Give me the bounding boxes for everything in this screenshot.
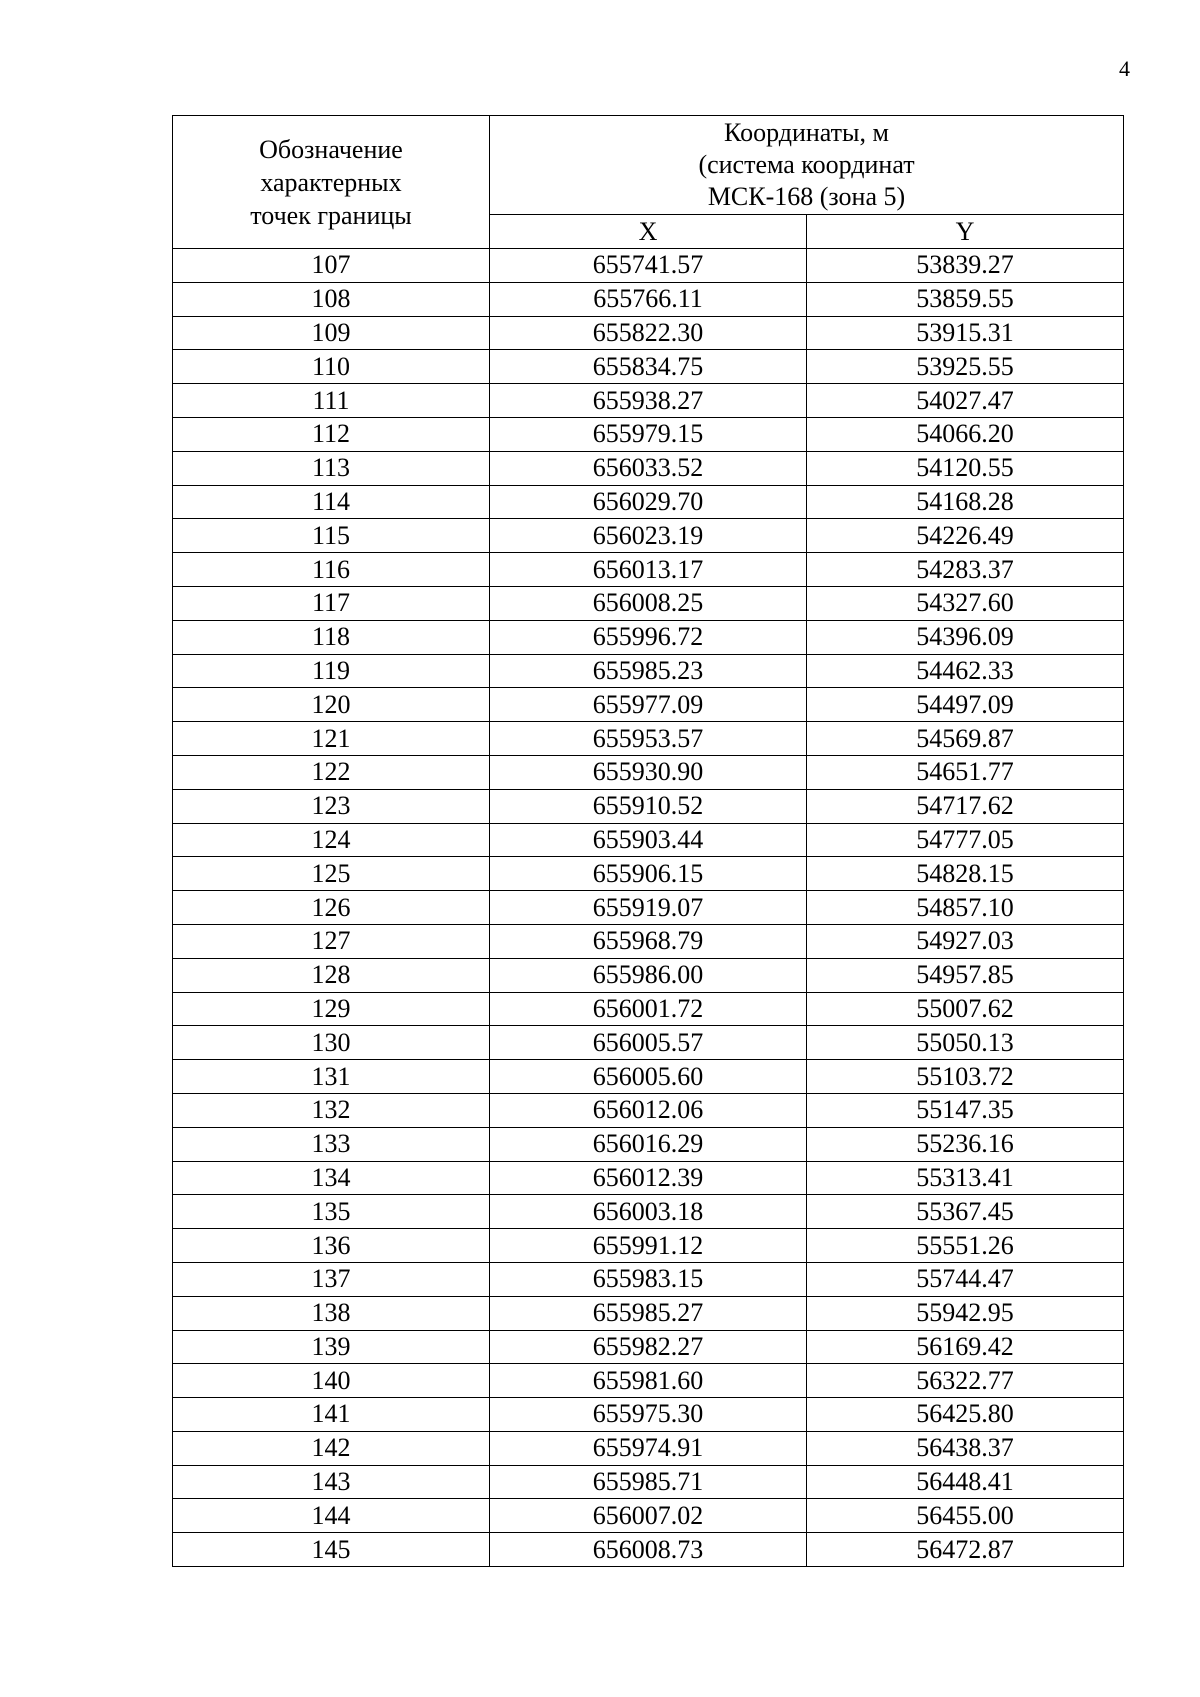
x-coordinate-cell: 655903.44 — [490, 823, 807, 857]
x-coordinate-cell: 655938.27 — [490, 384, 807, 418]
x-coordinate-cell: 656012.39 — [490, 1161, 807, 1195]
point-cell: 142 — [173, 1431, 490, 1465]
y-coordinate-cell: 55007.62 — [807, 992, 1124, 1026]
x-column-header: X — [490, 214, 807, 248]
table-row — [173, 519, 1124, 553]
x-coordinate-cell: 655766.11 — [490, 282, 807, 316]
y-coordinate-cell: 53915.31 — [807, 316, 1124, 350]
point-cell: 135 — [173, 1195, 490, 1229]
designation-header-line: характерных — [260, 167, 402, 197]
y-coordinate-cell: 55313.41 — [807, 1161, 1124, 1195]
table-row — [173, 553, 1124, 587]
point-cell: 120 — [173, 688, 490, 722]
point-cell: 115 — [173, 519, 490, 553]
designation-header — [173, 116, 490, 249]
x-coordinate-cell: 656008.25 — [490, 586, 807, 620]
y-coordinate-cell: 53859.55 — [807, 282, 1124, 316]
y-coordinate-cell: 54168.28 — [807, 485, 1124, 519]
y-coordinate-cell: 54927.03 — [807, 924, 1124, 958]
x-coordinate-cell: 656003.18 — [490, 1195, 807, 1229]
y-coordinate-cell: 53839.27 — [807, 249, 1124, 283]
table-row — [173, 1465, 1124, 1499]
coordinates-header — [490, 116, 1124, 215]
y-coordinate-cell: 54569.87 — [807, 722, 1124, 756]
point-cell: 108 — [173, 282, 490, 316]
x-coordinate-cell: 655968.79 — [490, 924, 807, 958]
table-row — [173, 282, 1124, 316]
x-coordinate-cell: 656029.70 — [490, 485, 807, 519]
table-row — [173, 1398, 1124, 1432]
table-row — [173, 755, 1124, 789]
y-coordinate-cell: 53925.55 — [807, 350, 1124, 384]
x-coordinate-cell: 655996.72 — [490, 620, 807, 654]
y-coordinate-cell: 54777.05 — [807, 823, 1124, 857]
point-cell: 126 — [173, 891, 490, 925]
point-cell: 118 — [173, 620, 490, 654]
point-cell: 138 — [173, 1296, 490, 1330]
y-coordinate-cell: 56438.37 — [807, 1431, 1124, 1465]
x-coordinate-cell: 656007.02 — [490, 1499, 807, 1533]
y-coordinate-cell: 54120.55 — [807, 451, 1124, 485]
table-body — [173, 249, 1124, 1567]
x-coordinate-cell: 656012.06 — [490, 1093, 807, 1127]
point-cell: 110 — [173, 350, 490, 384]
x-coordinate-cell: 655974.91 — [490, 1431, 807, 1465]
x-coordinate-cell: 655975.30 — [490, 1398, 807, 1432]
point-cell: 107 — [173, 249, 490, 283]
point-cell: 112 — [173, 417, 490, 451]
y-coordinate-cell: 54066.20 — [807, 417, 1124, 451]
x-coordinate-cell: 656033.52 — [490, 451, 807, 485]
coordinates-header-line: МСК-168 (зона 5) — [707, 181, 906, 211]
point-cell: 124 — [173, 823, 490, 857]
point-cell: 117 — [173, 586, 490, 620]
y-coordinate-cell: 54957.85 — [807, 958, 1124, 992]
y-coordinate-cell: 54651.77 — [807, 755, 1124, 789]
y-coordinate-cell: 54857.10 — [807, 891, 1124, 925]
table-row — [173, 384, 1124, 418]
x-coordinate-cell: 655983.15 — [490, 1262, 807, 1296]
x-coordinate-cell: 655991.12 — [490, 1229, 807, 1263]
table-row — [173, 1296, 1124, 1330]
point-cell: 131 — [173, 1060, 490, 1094]
table-row — [173, 1026, 1124, 1060]
table-row — [173, 1431, 1124, 1465]
table-row — [173, 992, 1124, 1026]
y-coordinate-cell: 54828.15 — [807, 857, 1124, 891]
point-cell: 109 — [173, 316, 490, 350]
point-cell: 123 — [173, 789, 490, 823]
y-coordinate-cell: 55744.47 — [807, 1262, 1124, 1296]
table-row — [173, 1262, 1124, 1296]
table-row — [173, 1364, 1124, 1398]
point-cell: 121 — [173, 722, 490, 756]
y-coordinate-cell: 55050.13 — [807, 1026, 1124, 1060]
x-coordinate-cell: 656008.73 — [490, 1533, 807, 1567]
table-row — [173, 857, 1124, 891]
x-coordinate-cell: 655919.07 — [490, 891, 807, 925]
designation-header-line: точек границы — [250, 200, 412, 230]
table-row — [173, 958, 1124, 992]
point-cell: 141 — [173, 1398, 490, 1432]
point-cell: 144 — [173, 1499, 490, 1533]
y-coordinate-cell: 54027.47 — [807, 384, 1124, 418]
point-cell: 114 — [173, 485, 490, 519]
x-coordinate-cell: 655906.15 — [490, 857, 807, 891]
point-cell: 129 — [173, 992, 490, 1026]
table-row — [173, 891, 1124, 925]
y-coordinate-cell: 56448.41 — [807, 1465, 1124, 1499]
table-row — [173, 316, 1124, 350]
table-row — [173, 249, 1124, 283]
point-cell: 128 — [173, 958, 490, 992]
point-cell: 113 — [173, 451, 490, 485]
x-coordinate-cell: 655977.09 — [490, 688, 807, 722]
point-cell: 122 — [173, 755, 490, 789]
y-coordinate-cell: 56455.00 — [807, 1499, 1124, 1533]
x-coordinate-cell: 655822.30 — [490, 316, 807, 350]
y-coordinate-cell: 54717.62 — [807, 789, 1124, 823]
x-coordinate-cell: 656001.72 — [490, 992, 807, 1026]
point-cell: 116 — [173, 553, 490, 587]
table-row — [173, 417, 1124, 451]
point-cell: 132 — [173, 1093, 490, 1127]
y-coordinate-cell: 54462.33 — [807, 654, 1124, 688]
x-coordinate-cell: 655985.27 — [490, 1296, 807, 1330]
point-cell: 136 — [173, 1229, 490, 1263]
table-row — [173, 586, 1124, 620]
table-row — [173, 1229, 1124, 1263]
y-coordinate-cell: 55147.35 — [807, 1093, 1124, 1127]
y-coordinate-cell: 54226.49 — [807, 519, 1124, 553]
point-cell: 145 — [173, 1533, 490, 1567]
point-cell: 134 — [173, 1161, 490, 1195]
table-row — [173, 688, 1124, 722]
point-cell: 139 — [173, 1330, 490, 1364]
x-coordinate-cell: 655741.57 — [490, 249, 807, 283]
y-coordinate-cell: 54283.37 — [807, 553, 1124, 587]
table-row — [173, 654, 1124, 688]
y-coordinate-cell: 55367.45 — [807, 1195, 1124, 1229]
table-row — [173, 1161, 1124, 1195]
x-coordinate-cell: 656016.29 — [490, 1127, 807, 1161]
point-cell: 119 — [173, 654, 490, 688]
y-coordinate-cell: 55236.16 — [807, 1127, 1124, 1161]
y-coordinate-cell: 55942.95 — [807, 1296, 1124, 1330]
coordinates-header-line: (система координат — [698, 149, 915, 179]
point-cell: 127 — [173, 924, 490, 958]
table-row — [173, 823, 1124, 857]
x-coordinate-cell: 655985.23 — [490, 654, 807, 688]
table-row — [173, 722, 1124, 756]
table-row — [173, 1093, 1124, 1127]
x-coordinate-cell: 655981.60 — [490, 1364, 807, 1398]
table-row — [173, 1060, 1124, 1094]
table-row — [173, 1195, 1124, 1229]
coordinates-header-line: Координаты, м — [724, 117, 889, 147]
coordinates-table — [172, 115, 1124, 1567]
table-row — [173, 1127, 1124, 1161]
x-coordinate-cell: 655930.90 — [490, 755, 807, 789]
y-coordinate-cell: 56425.80 — [807, 1398, 1124, 1432]
point-cell: 133 — [173, 1127, 490, 1161]
y-coordinate-cell: 54327.60 — [807, 586, 1124, 620]
x-coordinate-cell: 655910.52 — [490, 789, 807, 823]
x-coordinate-cell: 656005.60 — [490, 1060, 807, 1094]
point-cell: 111 — [173, 384, 490, 418]
table-row — [173, 789, 1124, 823]
x-coordinate-cell: 655982.27 — [490, 1330, 807, 1364]
y-coordinate-cell: 54497.09 — [807, 688, 1124, 722]
point-cell: 130 — [173, 1026, 490, 1060]
designation-header-line: Обозначение — [259, 134, 403, 164]
table-row — [173, 350, 1124, 384]
point-cell: 143 — [173, 1465, 490, 1499]
x-coordinate-cell: 655986.00 — [490, 958, 807, 992]
y-coordinate-cell: 55103.72 — [807, 1060, 1124, 1094]
x-coordinate-cell: 656023.19 — [490, 519, 807, 553]
table-row — [173, 1499, 1124, 1533]
x-coordinate-cell: 655834.75 — [490, 350, 807, 384]
x-coordinate-cell: 655979.15 — [490, 417, 807, 451]
table-row — [173, 485, 1124, 519]
point-cell: 125 — [173, 857, 490, 891]
table-row — [173, 1330, 1124, 1364]
y-column-header: Y — [807, 214, 1124, 248]
point-cell: 140 — [173, 1364, 490, 1398]
page-number: 4 — [1119, 56, 1130, 81]
y-coordinate-cell: 56472.87 — [807, 1533, 1124, 1567]
x-coordinate-cell: 655985.71 — [490, 1465, 807, 1499]
y-coordinate-cell: 56169.42 — [807, 1330, 1124, 1364]
table-row — [173, 451, 1124, 485]
x-coordinate-cell: 655953.57 — [490, 722, 807, 756]
table-row — [173, 1533, 1124, 1567]
table-row — [173, 620, 1124, 654]
table-row — [173, 924, 1124, 958]
y-coordinate-cell: 55551.26 — [807, 1229, 1124, 1263]
y-coordinate-cell: 54396.09 — [807, 620, 1124, 654]
x-coordinate-cell: 656013.17 — [490, 553, 807, 587]
point-cell: 137 — [173, 1262, 490, 1296]
y-coordinate-cell: 56322.77 — [807, 1364, 1124, 1398]
x-coordinate-cell: 656005.57 — [490, 1026, 807, 1060]
